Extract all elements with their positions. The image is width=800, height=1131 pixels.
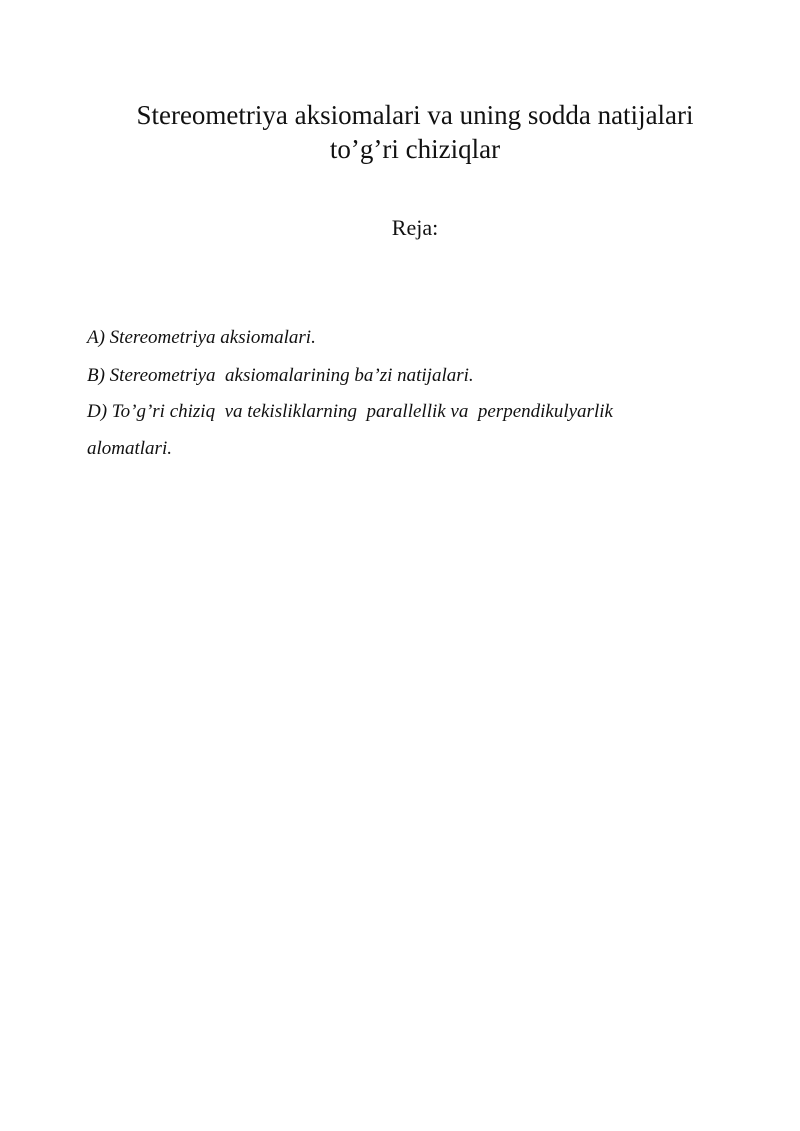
plan-heading: Reja: [391, 215, 439, 240]
document-title-line-2: to’g’ri chiziqlar [329, 134, 501, 164]
document-title-line-1: Stereometriya aksiomalari va uning sodda natijalari [136, 100, 694, 130]
plan-item-d-line-1: D) To’g’ri chiziq va tekisliklarning parallellik va perpendikulyarlik [87, 401, 613, 422]
plan-item-b: B) Stereometriya aksiomalarining ba’zi natijalari. [87, 365, 474, 386]
plan-item-d-line-2: alomatlari. [87, 438, 172, 459]
plan-item-a: A) Stereometriya aksiomalari. [87, 327, 316, 348]
